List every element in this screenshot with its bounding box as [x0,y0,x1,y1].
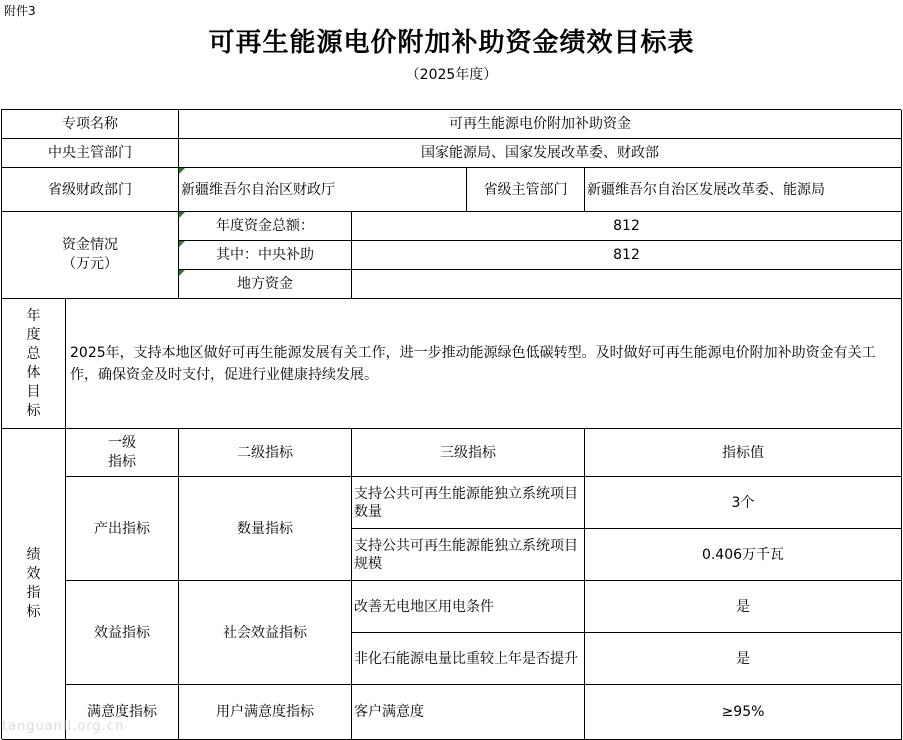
local-funds-value [352,270,902,299]
performance-table [1,109,901,739]
central-dept-label: 中央主管部门 [2,139,179,168]
level1-cell: 效益指标 [66,581,179,685]
goal-char: 度 [26,326,41,343]
funds-label [2,212,179,299]
watermark: tanguanli.org.cn [2,719,125,734]
perf-char: 指 [26,585,41,601]
prov-dept-label: 省级主管部门 [467,168,585,212]
page-title: 可再生能源电价附加补助资金绩效目标表 [208,28,695,58]
goal-char: 目 [26,383,41,400]
funds-unit-text: （万元） [62,256,118,272]
perf-char: 效 [26,566,41,582]
perf-indicator-label [2,429,66,740]
year-label: （2025年度） [405,67,498,83]
funds-label-text: 资金情况 [62,237,118,253]
level3-cell: 支持公共可再生能源能独立系统项目数量 [352,477,585,529]
value-cell: 是 [585,633,902,685]
annual-total-label: 年度资金总额： [179,212,352,241]
value-cell: 0.406万千瓦 [585,529,902,581]
level3-cell: 改善无电地区用电条件 [352,581,585,633]
level2-cell: 用户满意度指标 [179,685,352,740]
perf-char: 标 [26,604,41,620]
level2-cell: 数量指标 [179,477,352,581]
col-level1-header [66,429,179,477]
col-level1-line1: 一级 [108,434,136,451]
value-cell: 3个 [585,477,902,529]
central-dept-value: 国家能源局、国家发展改革委、财政部 [179,139,902,168]
level2-cell: 社会效益指标 [179,581,352,685]
central-subsidy-value: 812 [352,241,902,270]
level3-cell: 支持公共可再生能源能独立系统项目规模 [352,529,585,581]
value-cell: 是 [585,581,902,633]
col-level1-line2: 指标 [108,453,136,470]
project-name-value: 可再生能源电价附加补助资金 [179,110,902,139]
goal-char: 总 [26,345,41,362]
goal-char: 体 [26,364,41,381]
annual-goal-text: 2025年，支持本地区做好可再生能源发展有关工作，进一步推动能源绿色低碳转型。及时做好可再生能源电价附加补助资金有关工作，确保资金及时支付，促进行业健康持续发展。 [66,299,902,429]
level1-cell: 产出指标 [66,477,179,581]
level1-cell: 满意度指标 [66,685,179,740]
col-value-header: 指标值 [585,429,902,477]
prov-dept-value: 新疆维吾尔自治区发展改革委、能源局 [585,168,902,212]
perf-char: 绩 [26,547,41,563]
goal-char: 年 [26,307,41,324]
attachment-label: 附件3 [4,4,36,18]
project-name-label: 专项名称 [2,110,179,139]
prov-finance-label: 省级财政部门 [2,168,179,212]
value-cell: ≥95% [585,685,902,740]
local-funds-label: 地方资金 [179,270,352,299]
goal-char: 标 [26,402,41,419]
col-level3-header: 三级指标 [352,429,585,477]
level3-cell: 客户满意度 [352,685,585,740]
level3-cell: 非化石能源电量比重较上年是否提升 [352,633,585,685]
annual-goal-label [2,299,66,429]
annual-total-value: 812 [352,212,902,241]
central-subsidy-label: 其中：中央补助 [179,241,352,270]
col-level2-header: 二级指标 [179,429,352,477]
prov-finance-value: 新疆维吾尔自治区财政厅 [179,168,467,212]
